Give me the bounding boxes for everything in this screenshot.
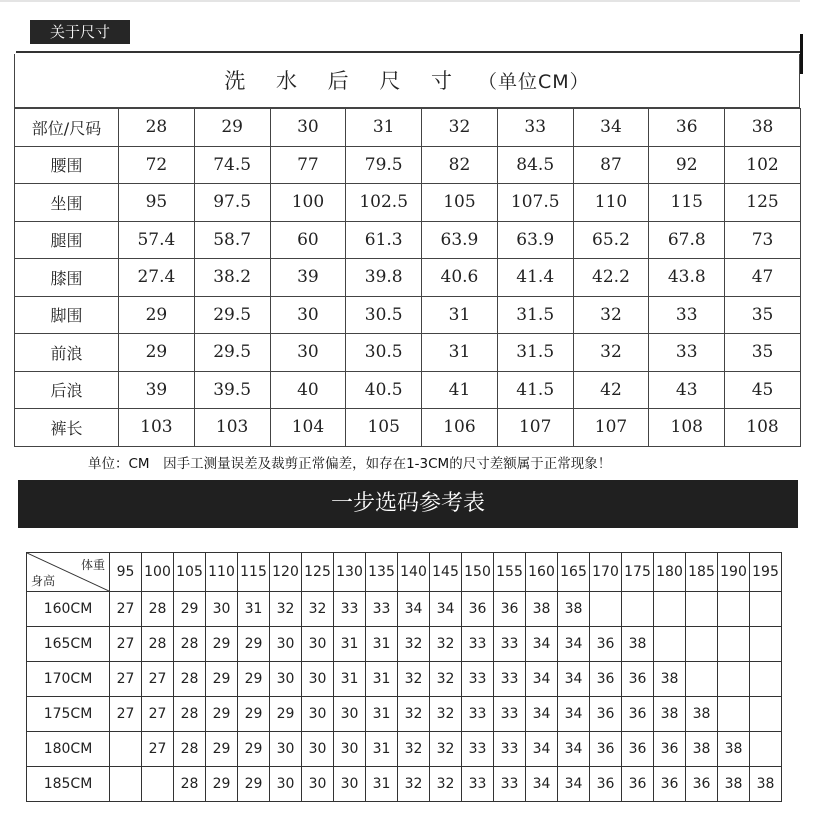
height-label: 175CM [27,697,110,732]
size-cell: 35 [725,334,801,372]
size-cell: 92 [649,146,725,184]
corner-weight-label: 体重 [80,558,105,572]
pick-cell [110,767,142,802]
size-cell: 32 [573,296,649,334]
size-cell: 115 [649,184,725,222]
pick-cell [750,627,782,662]
size-title-text: 洗 水 后 尺 寸 [224,69,465,93]
size-table [14,108,801,447]
pick-cell: 32 [398,627,430,662]
pick-cell: 31 [366,627,398,662]
size-cell: 77 [270,146,346,184]
size-row-label: 坐围 [15,184,119,222]
size-cell: 63.9 [422,221,498,259]
pick-cell: 33 [462,767,494,802]
size-header-cell: 31 [346,109,422,147]
size-cell: 31 [422,296,498,334]
pick-cell [654,627,686,662]
size-cell: 74.5 [194,146,270,184]
pick-cell: 38 [654,662,686,697]
size-row [15,184,801,222]
size-cell: 82 [422,146,498,184]
size-cell: 32 [573,334,649,372]
pick-cell: 36 [686,767,718,802]
pick-cell: 31 [238,592,270,627]
size-cell: 102.5 [346,184,422,222]
pick-cell: 36 [590,697,622,732]
pick-cell: 30 [302,697,334,732]
pick-cell: 36 [654,732,686,767]
size-cell: 43.8 [649,259,725,297]
pick-cell: 27 [142,697,174,732]
pick-cell: 31 [366,767,398,802]
pick-cell: 32 [398,697,430,732]
size-cell: 40.6 [422,259,498,297]
pick-header-row [27,553,782,592]
size-cell: 63.9 [497,221,573,259]
pick-cell: 36 [654,767,686,802]
pick-cell: 38 [558,592,590,627]
size-cell: 40.5 [346,371,422,409]
pick-cell: 30 [270,627,302,662]
size-cell: 107.5 [497,184,573,222]
pick-cell: 34 [526,627,558,662]
weight-header-cell: 120 [270,553,302,592]
pick-cell: 32 [302,592,334,627]
pick-cell: 31 [366,662,398,697]
size-cell: 29 [119,296,195,334]
size-cell: 29.5 [194,296,270,334]
pick-cell [718,627,750,662]
weight-header-cell: 110 [206,553,238,592]
weight-header-cell: 180 [654,553,686,592]
size-cell: 108 [725,409,801,447]
weight-header-cell: 160 [526,553,558,592]
size-cell: 29 [119,334,195,372]
pick-cell: 36 [494,592,526,627]
weight-header-cell: 105 [174,553,206,592]
pick-cell: 34 [558,732,590,767]
pick-cell: 29 [238,662,270,697]
pick-cell: 28 [174,627,206,662]
weight-header-cell: 195 [750,553,782,592]
pick-cell: 27 [110,592,142,627]
pick-cell [750,592,782,627]
size-cell: 30.5 [346,334,422,372]
pick-cell: 33 [462,627,494,662]
weight-header-cell: 145 [430,553,462,592]
pick-cell: 27 [110,662,142,697]
size-cell: 110 [573,184,649,222]
size-cell: 35 [725,296,801,334]
pick-cell: 30 [334,767,366,802]
pick-cell: 33 [494,732,526,767]
size-row [15,334,801,372]
weight-header-cell: 135 [366,553,398,592]
pick-row [27,627,782,662]
pick-cell: 30 [302,732,334,767]
pick-cell [142,767,174,802]
pick-cell: 34 [526,732,558,767]
pick-cell: 31 [334,662,366,697]
pick-cell: 34 [526,767,558,802]
pick-cell [718,592,750,627]
size-cell: 72 [119,146,195,184]
pick-cell [590,592,622,627]
size-cell: 57.4 [119,221,195,259]
pick-cell: 27 [142,732,174,767]
size-header-row [15,109,801,147]
pick-cell: 29 [206,662,238,697]
size-row-label: 裤长 [15,409,119,447]
size-cell: 42 [573,371,649,409]
pick-cell: 28 [142,592,174,627]
weight-header-cell: 170 [590,553,622,592]
pick-cell: 28 [174,662,206,697]
weight-header-cell: 165 [558,553,590,592]
size-cell: 73 [725,221,801,259]
size-cell: 102 [725,146,801,184]
pick-row [27,592,782,627]
size-cell: 30 [270,296,346,334]
size-header-label: 部位/尺码 [15,109,119,147]
pick-cell: 33 [494,697,526,732]
size-pick-table [26,552,782,802]
size-cell: 65.2 [573,221,649,259]
pick-row [27,697,782,732]
size-row [15,221,801,259]
size-row-label: 脚围 [15,296,119,334]
pick-cell: 38 [686,697,718,732]
size-header-cell: 38 [725,109,801,147]
pick-cell: 28 [174,767,206,802]
size-cell: 39 [270,259,346,297]
size-table-block [14,54,800,447]
pick-cell: 36 [462,592,494,627]
size-cell: 103 [194,409,270,447]
size-cell: 107 [573,409,649,447]
size-row [15,371,801,409]
pick-cell: 27 [110,627,142,662]
size-cell: 67.8 [649,221,725,259]
pick-cell: 36 [590,767,622,802]
pick-cell: 27 [110,697,142,732]
weight-header-cell: 155 [494,553,526,592]
pick-cell: 36 [622,697,654,732]
size-cell: 58.7 [194,221,270,259]
size-cell: 33 [649,296,725,334]
size-cell: 38.2 [194,259,270,297]
pick-cell: 32 [398,662,430,697]
pick-cell: 38 [686,732,718,767]
size-row [15,409,801,447]
pick-cell: 31 [334,627,366,662]
pick-cell: 32 [430,732,462,767]
size-cell: 30 [270,334,346,372]
pick-cell: 38 [750,767,782,802]
pick-cell: 36 [622,732,654,767]
size-row-label: 腿围 [15,221,119,259]
pick-cell: 34 [558,627,590,662]
pick-cell [622,592,654,627]
size-row-label: 前浪 [15,334,119,372]
size-header-cell: 33 [497,109,573,147]
size-cell: 45 [725,371,801,409]
size-cell: 103 [119,409,195,447]
pick-cell: 33 [334,592,366,627]
pick-cell: 38 [718,732,750,767]
top-divider [0,0,800,2]
size-row-label: 膝围 [15,259,119,297]
size-cell: 31.5 [497,334,573,372]
pick-cell: 32 [270,592,302,627]
pick-cell [750,697,782,732]
section-tag: 关于尺寸 [30,20,130,44]
size-cell: 39.8 [346,259,422,297]
size-cell: 104 [270,409,346,447]
pick-cell: 36 [622,767,654,802]
pick-cell: 29 [206,627,238,662]
pick-cell: 29 [270,697,302,732]
pick-cell: 29 [238,767,270,802]
weight-header-cell: 130 [334,553,366,592]
weight-header-cell: 150 [462,553,494,592]
size-cell: 31 [422,334,498,372]
pick-cell: 36 [622,662,654,697]
size-cell: 87 [573,146,649,184]
size-row [15,146,801,184]
pick-cell: 29 [206,767,238,802]
pick-cell [718,662,750,697]
size-header-cell: 36 [649,109,725,147]
size-header-cell: 28 [119,109,195,147]
size-cell: 61.3 [346,221,422,259]
pick-cell: 30 [302,662,334,697]
pick-cell: 33 [494,767,526,802]
pick-cell: 33 [366,592,398,627]
pick-cell: 36 [590,732,622,767]
pick-cell: 38 [526,592,558,627]
size-cell: 39 [119,371,195,409]
pick-cell: 30 [206,592,238,627]
pick-cell: 38 [622,627,654,662]
size-cell: 84.5 [497,146,573,184]
size-cell: 100 [270,184,346,222]
size-header-cell: 34 [573,109,649,147]
height-label: 180CM [27,732,110,767]
size-cell: 41 [422,371,498,409]
size-cell: 43 [649,371,725,409]
size-cell: 95 [119,184,195,222]
edge-mark [800,34,803,74]
pick-cell: 32 [430,767,462,802]
size-header-cell: 30 [270,109,346,147]
size-header-cell: 32 [422,109,498,147]
pick-banner: 一步选码参考表 [18,480,798,528]
pick-cell: 29 [238,732,270,767]
pick-cell: 27 [142,662,174,697]
weight-header-cell: 115 [238,553,270,592]
pick-cell: 34 [526,662,558,697]
size-cell: 31.5 [497,296,573,334]
size-cell: 30.5 [346,296,422,334]
weight-header-cell: 175 [622,553,654,592]
pick-cell: 34 [398,592,430,627]
size-row-label: 后浪 [15,371,119,409]
height-label: 170CM [27,662,110,697]
pick-cell: 33 [462,697,494,732]
pick-cell: 28 [174,732,206,767]
size-row-label: 腰围 [15,146,119,184]
pick-cell: 32 [398,767,430,802]
size-cell: 105 [346,409,422,447]
size-cell: 107 [497,409,573,447]
pick-cell: 28 [174,697,206,732]
height-label: 160CM [27,592,110,627]
size-row [15,296,801,334]
size-cell: 125 [725,184,801,222]
pick-cell: 34 [526,697,558,732]
pick-cell: 34 [558,662,590,697]
weight-header-cell: 190 [718,553,750,592]
size-cell: 41.4 [497,259,573,297]
pick-cell [686,662,718,697]
weight-header-cell: 140 [398,553,430,592]
pick-cell: 30 [270,662,302,697]
size-cell: 79.5 [346,146,422,184]
pick-cell: 36 [590,662,622,697]
weight-header-cell: 185 [686,553,718,592]
pick-cell [750,662,782,697]
size-table-title [14,54,800,108]
pick-cell: 30 [270,767,302,802]
pick-cell: 32 [398,732,430,767]
pick-cell: 36 [590,627,622,662]
pick-cell: 29 [238,697,270,732]
pick-cell [686,592,718,627]
pick-cell: 31 [366,732,398,767]
pick-cell: 28 [142,627,174,662]
weight-header-cell: 95 [110,553,142,592]
size-cell: 29.5 [194,334,270,372]
pick-cell: 30 [334,732,366,767]
size-cell: 33 [649,334,725,372]
weight-header-cell: 100 [142,553,174,592]
size-row [15,259,801,297]
pick-cell: 33 [462,732,494,767]
pick-cell [718,697,750,732]
pick-cell: 31 [366,697,398,732]
pick-row [27,662,782,697]
size-cell: 41.5 [497,371,573,409]
size-cell: 47 [725,259,801,297]
pick-cell: 34 [430,592,462,627]
size-cell: 97.5 [194,184,270,222]
pick-cell: 32 [430,662,462,697]
pick-cell [750,732,782,767]
pick-cell [654,592,686,627]
pick-cell: 30 [302,627,334,662]
size-cell: 106 [422,409,498,447]
size-cell: 39.5 [194,371,270,409]
pick-cell: 29 [174,592,206,627]
section-underline [16,51,800,53]
pick-cell: 29 [206,697,238,732]
pick-cell: 33 [494,662,526,697]
pick-cell: 30 [270,732,302,767]
pick-row [27,732,782,767]
pick-cell: 29 [206,732,238,767]
weight-header-cell: 125 [302,553,334,592]
pick-cell: 30 [334,697,366,732]
size-unit-note: （单位CM） [478,71,590,93]
pick-cell: 38 [718,767,750,802]
pick-cell [110,732,142,767]
pick-cell: 30 [302,767,334,802]
pick-cell [686,627,718,662]
pick-cell: 29 [238,627,270,662]
measurement-note: 单位：CM 因手工测量误差及裁剪正常偏差，如存在1-3CM的尺寸差额属于正常现象！ [88,456,612,472]
pick-cell: 33 [462,662,494,697]
corner-height-label: 身高 [31,574,56,588]
pick-cell: 34 [558,697,590,732]
pick-row [27,767,782,802]
pick-corner-cell [27,553,110,592]
size-cell: 108 [649,409,725,447]
pick-cell: 38 [654,697,686,732]
height-label: 165CM [27,627,110,662]
pick-cell: 34 [558,767,590,802]
height-label: 185CM [27,767,110,802]
size-cell: 27.4 [119,259,195,297]
size-cell: 60 [270,221,346,259]
pick-cell: 32 [430,627,462,662]
size-cell: 105 [422,184,498,222]
pick-cell: 32 [430,697,462,732]
size-cell: 40 [270,371,346,409]
size-cell: 42.2 [573,259,649,297]
pick-cell: 33 [494,627,526,662]
size-header-cell: 29 [194,109,270,147]
